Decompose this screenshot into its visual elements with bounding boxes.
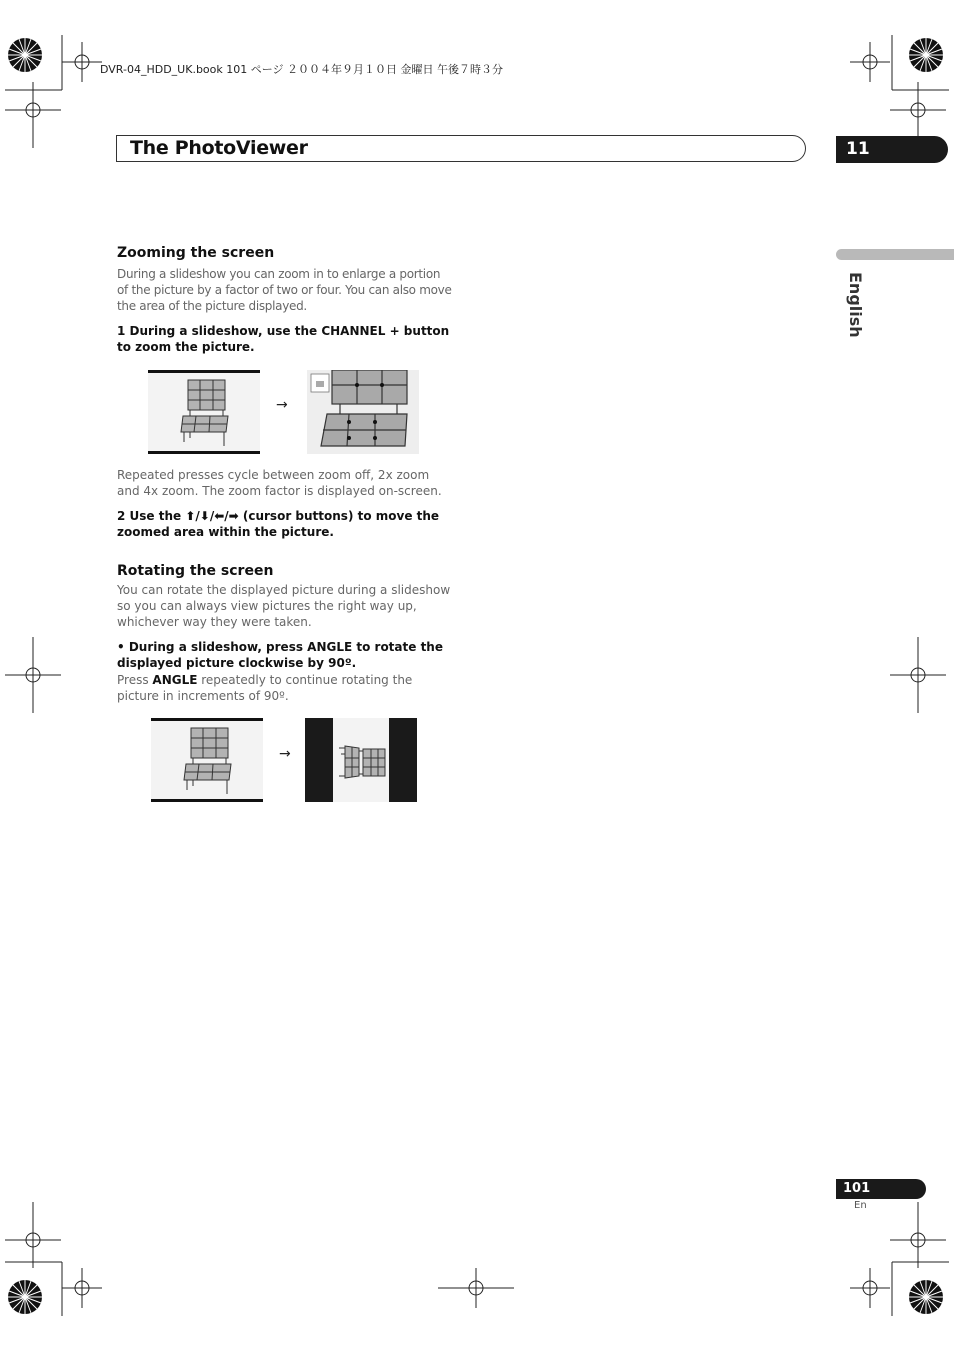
language-label: English <box>846 272 865 338</box>
chapter-title: The PhotoViewer <box>130 137 308 159</box>
zoom-step-1: 1 During a slideshow, use the CHANNEL + button to zoom the picture. <box>117 324 450 354</box>
zoom-illustration-before <box>148 370 260 454</box>
zoom-illustration-after <box>307 370 419 454</box>
zoom-intro: During a slideshow you can zoom in to enlarge a portion of the picture by a factor of two or four. You can also move the area of the picture displayed. <box>117 267 452 313</box>
chapter-number: 11 <box>846 139 870 159</box>
rotate-press-key: ANGLE <box>152 673 198 687</box>
zoom-followup <box>117 467 452 540</box>
page-language-code: En <box>854 1200 867 1211</box>
rotate-illustration-before <box>151 718 263 802</box>
zoom-heading: Zooming the screen <box>117 245 275 261</box>
page-number: 101 <box>843 1181 871 1196</box>
rotate-illustration-after <box>305 718 417 802</box>
rotate-press-note <box>117 672 452 704</box>
rotate-press-prefix: Press <box>117 673 153 687</box>
zoom-step-2: 2 Use the ⬆/⬇/⬅/➡ (cursor buttons) to move the zoomed area within the picture. <box>117 509 440 539</box>
rotate-section <box>117 563 452 704</box>
rotate-heading: Rotating the screen <box>117 563 274 579</box>
language-tab <box>836 249 954 260</box>
zoom-arrow: → <box>276 397 288 413</box>
rotate-intro: You can rotate the displayed picture during a slideshow so you can always view pictures the right way up, whichever way they were taken. <box>117 583 451 629</box>
rotate-press-suffix: repeatedly to continue rotating the picture in increments of 90º. <box>117 673 413 703</box>
zoom-repeat-note: Repeated presses cycle between zoom off, 2x zoom and 4x zoom. The zoom factor is displayed on-screen. <box>117 468 442 498</box>
rotate-bullet: • During a slideshow, press ANGLE to rotate the displayed picture clockwise by 90º. <box>117 640 443 670</box>
print-header: DVR-04_HDD_UK.book 101 ページ ２００４年９月１０日 金曜日 午後７時３分 <box>100 63 504 76</box>
zoom-section <box>117 245 452 355</box>
rotate-arrow: → <box>279 746 291 762</box>
